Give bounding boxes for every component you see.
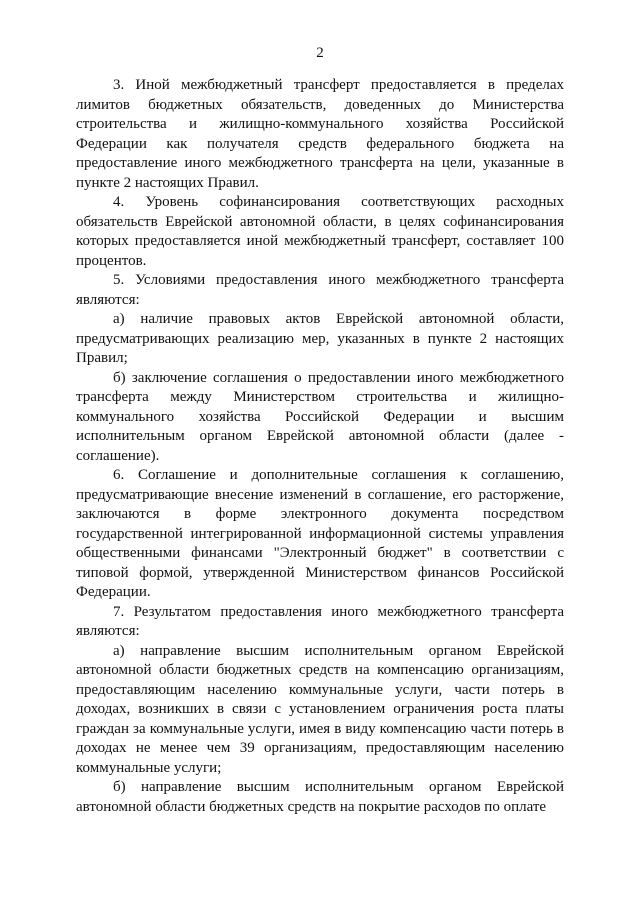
paragraph-5b-agreement: б) заключение соглашения о предоставлении иного межбюджетного трансферта между Министерством строительства и жилищно-коммунального хозяйства Российской Федерации и высшим исполнительным органом Еврейской автономной области (далее - соглашение).: [76, 369, 564, 464]
paragraph-7a-compensation: а) направление высшим исполнительным органом Еврейской автономной области бюджетных средств на компенсацию организациям, предоставляющим населению коммунальные услуги, части потерь в доходах, возникших в связи с установлением ограничения роста платы граждан за коммунальные услуги, имея в виду компенсацию части потерь в доходах не менее чем 39 организациям, предоставляющим населению коммунальные услуги;: [76, 642, 564, 776]
document-body: [76, 76, 564, 817]
paragraph-7b-expenses: б) направление высшим исполнительным органом Еврейской автономной области бюджетных средств на покрытие расходов по оплате: [76, 779, 564, 815]
page-number: 2: [316, 45, 324, 61]
paragraph-5-conditions: 5. Условиями предоставления иного межбюджетного трансферта являются:: [76, 272, 564, 308]
paragraph-3-transfer-limits: 3. Иной межбюджетный трансферт предоставляется в пределах лимитов бюджетных обязательств, доведенных до Министерства строительства и жилищно-коммунального хозяйства Российской Федерации как получателя средств федерального бюджета на предоставление иного межбюджетного трансферта на цели, указанные в пункте 2 настоящих Правил.: [76, 77, 564, 191]
paragraph-6-agreements: 6. Соглашение и дополнительные соглашения к соглашению, предусматривающие внесение изменений в соглашение, его расторжение, заключаются в форме электронного документа посредством государственной интегрированной информационной системы управления общественными финансами "Электронный бюджет" в соответствии с типовой формой, утвержденной Министерством финансов Российской Федерации.: [76, 467, 564, 600]
paragraph-5a-legal-acts: а) наличие правовых актов Еврейской автономной области, предусматривающих реализацию мер, указанных в пункте 2 настоящих Правил;: [76, 311, 564, 366]
paragraph-4-cofinancing-level: 4. Уровень софинансирования соответствующих расходных обязательств Еврейской автономной области, в целях софинансирования которых предоставляется иной межбюджетный трансферт, составляет 100 процентов.: [76, 194, 564, 269]
paragraph-7-result: 7. Результатом предоставления иного межбюджетного трансферта являются:: [76, 603, 564, 639]
